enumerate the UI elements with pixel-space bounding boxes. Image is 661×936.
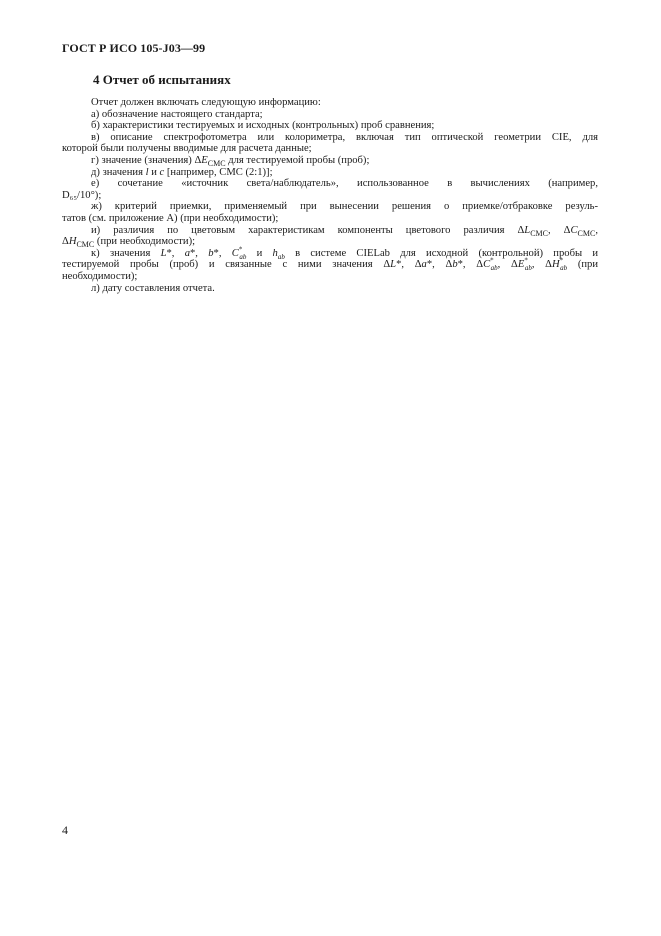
item-zh-line1: ж) критерий приемки, применяемый при вынесении решения о приемке/отбраковке резуль- [91,201,598,213]
item-i-line2: $\Delta H_{CMC}$ (при необходимости); [62,236,196,250]
item-a: а) обозначение настоящего стандарта; [91,108,263,120]
item-d: д) значения l и c [например, CMC (2:1)]; [91,166,273,178]
item-k-line1: к) значения L*, a*, b*, $C^*_{ab}$ и $h_{ab}$ в системе CIELab для исходной (контрольной) пробы и [91,245,599,261]
document-header: ГОСТ Р ИСО 105-J03—99 [62,41,206,55]
item-zh-line2: татов (см. приложение А) (при необходимости); [62,212,279,224]
section-title: 4 Отчет об испытаниях [93,72,231,87]
item-i-line1: и) различия по цветовым характеристикам компоненты цветового различия $\Delta L_{CMC}$, $\Delta C_{CMC}$, [91,224,598,238]
item-e-line1: е) сочетание «источник света/наблюдатель», использованное в вычислениях (например, [91,178,598,190]
item-k-line2: тестируемой пробы (проб) и связанные с ними значения ΔL*, Δa*, Δb*, $\Delta C^*_{ab}$, $\Delta E^*_{ab}$, $\Delta H^*_{ab}$ (при [62,256,599,273]
intro-text: Отчет должен включать следующую информацию: [91,97,321,108]
item-b: б) характеристики тестируемых и исходных (контрольных) проб сравнения; [91,120,435,132]
item-g: г) значение (значения) $\Delta E_{CMC}$ для тестируемой пробы (проб); [91,154,370,169]
item-l: л) дату составления отчета. [91,282,215,294]
item-v-line2: которой были получены вводимые для расчета данные; [62,143,312,155]
report-requirements [62,97,598,294]
item-e-line2: D₆₅/10°); [62,189,102,201]
page-number: 4 [62,823,68,837]
item-k-line3: необходимости); [62,270,138,282]
item-v-line1: в) описание спектрофотометра или колориметра, включая тип оптической геометрии CIE, для [91,131,598,143]
